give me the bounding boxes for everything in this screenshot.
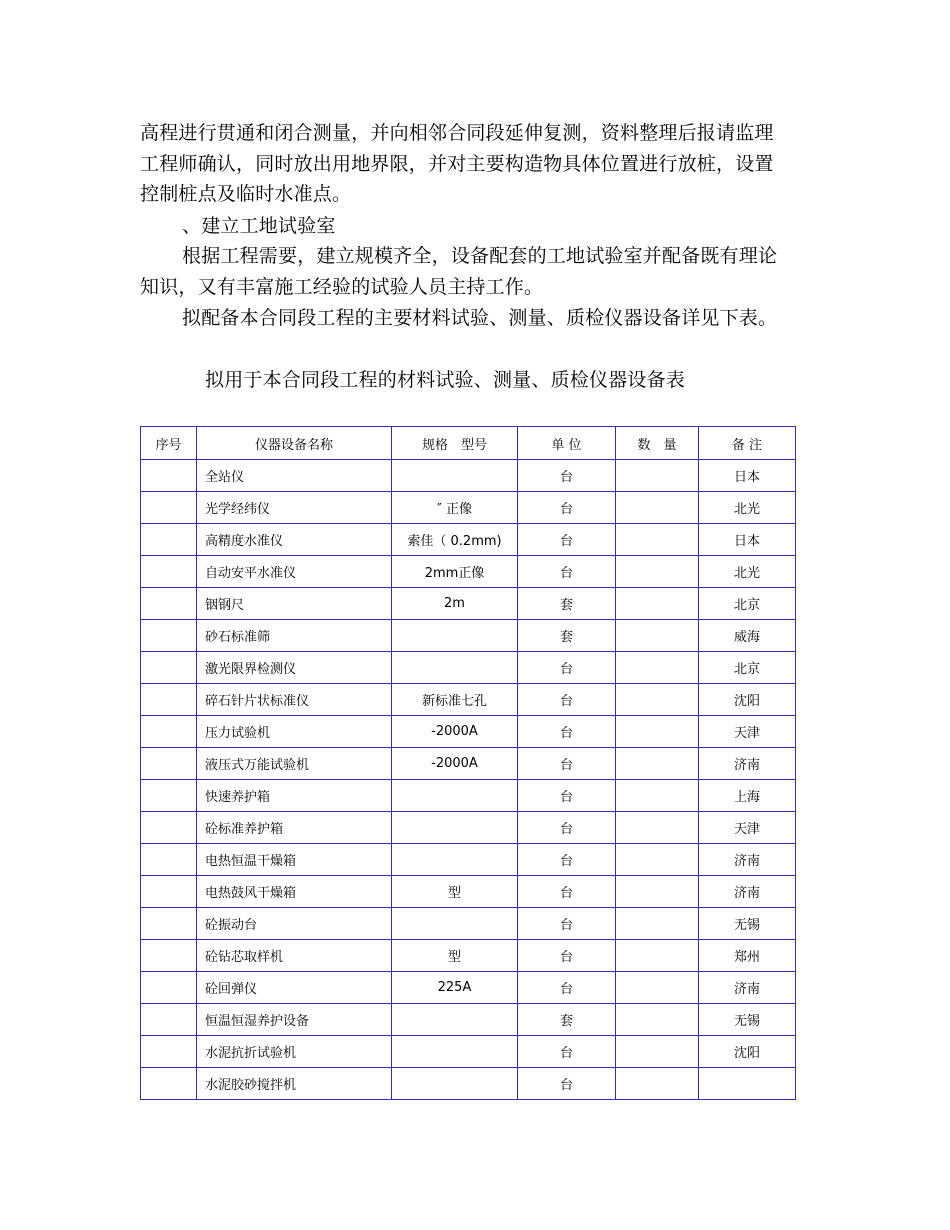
table-row [141, 492, 796, 524]
header-unit: 单 位 [518, 427, 616, 460]
cell-equipment-name: 自动安平水准仪 [197, 556, 392, 588]
cell-spec-model: -2000A [392, 748, 518, 780]
table-row [141, 780, 796, 812]
cell-spec-model: 2m [392, 588, 518, 620]
cell-equipment-name: 砼标准养护箱 [197, 812, 392, 844]
cell-remarks: 北京 [699, 588, 796, 620]
cell-unit: 台 [518, 844, 616, 876]
cell-quantity [616, 780, 699, 812]
cell-quantity [616, 716, 699, 748]
cell-spec-model [392, 620, 518, 652]
table-row [141, 876, 796, 908]
cell-unit: 台 [518, 1068, 616, 1100]
table-header-row [141, 427, 796, 460]
cell-unit: 台 [518, 652, 616, 684]
cell-spec-model: ″ 正像 [392, 492, 518, 524]
section-heading-lab: 、建立工地试验室 [182, 215, 336, 237]
cell-remarks: 济南 [699, 844, 796, 876]
cell-remarks: 北光 [699, 492, 796, 524]
cell-quantity [616, 972, 699, 1004]
cell-equipment-name: 恒温恒湿养护设备 [197, 1004, 392, 1036]
cell-quantity [616, 940, 699, 972]
cell-unit: 套 [518, 588, 616, 620]
cell-equipment-name: 电热鼓风干燥箱 [197, 876, 392, 908]
cell-serial [141, 748, 197, 780]
table-row [141, 556, 796, 588]
cell-spec-model [392, 1068, 518, 1100]
cell-quantity [616, 844, 699, 876]
cell-remarks: 威海 [699, 620, 796, 652]
cell-serial [141, 812, 197, 844]
table-row [141, 908, 796, 940]
cell-remarks: 无锡 [699, 908, 796, 940]
cell-equipment-name: 砼回弹仪 [197, 972, 392, 1004]
cell-quantity [616, 1004, 699, 1036]
cell-quantity [616, 1036, 699, 1068]
cell-unit: 台 [518, 716, 616, 748]
header-remarks: 备 注 [699, 427, 796, 460]
cell-serial [141, 460, 197, 492]
cell-remarks: 上海 [699, 780, 796, 812]
cell-remarks: 日本 [699, 460, 796, 492]
cell-quantity [616, 908, 699, 940]
cell-unit: 台 [518, 1036, 616, 1068]
cell-spec-model [392, 460, 518, 492]
table-row [141, 1068, 796, 1100]
cell-serial [141, 972, 197, 1004]
cell-quantity [616, 1068, 699, 1100]
cell-serial [141, 652, 197, 684]
cell-serial [141, 524, 197, 556]
cell-serial [141, 1068, 197, 1100]
body-paragraph-2: 根据工程需要，建立规模齐全，设备配套的工地试验室并配备既有理论知识，又有丰富施工经验的试验人员主持工作。 [140, 245, 778, 298]
header-equipment-name: 仪器设备名称 [197, 427, 392, 460]
cell-remarks: 济南 [699, 748, 796, 780]
cell-remarks: 北光 [699, 556, 796, 588]
cell-spec-model [392, 1036, 518, 1068]
cell-unit: 台 [518, 492, 616, 524]
cell-remarks: 济南 [699, 876, 796, 908]
cell-spec-model: -2000A [392, 716, 518, 748]
header-spec-model: 规格 型号 [392, 427, 518, 460]
table-row [141, 812, 796, 844]
table-caption: 拟用于本合同段工程的材料试验、测量、质检仪器设备表 [205, 369, 686, 391]
cell-spec-model: 2mm正像 [392, 556, 518, 588]
cell-equipment-name: 压力试验机 [197, 716, 392, 748]
cell-remarks: 日本 [699, 524, 796, 556]
cell-serial [141, 716, 197, 748]
cell-quantity [616, 492, 699, 524]
cell-remarks: 济南 [699, 972, 796, 1004]
cell-unit: 台 [518, 684, 616, 716]
cell-spec-model: 新标准七孔 [392, 684, 518, 716]
cell-equipment-name: 电热恒温干燥箱 [197, 844, 392, 876]
cell-spec-model [392, 780, 518, 812]
table-row [141, 652, 796, 684]
cell-unit: 台 [518, 460, 616, 492]
cell-unit: 台 [518, 812, 616, 844]
table-row [141, 1004, 796, 1036]
table-row [141, 524, 796, 556]
cell-serial [141, 876, 197, 908]
cell-equipment-name: 高精度水准仪 [197, 524, 392, 556]
cell-unit: 台 [518, 748, 616, 780]
table-row [141, 620, 796, 652]
cell-unit: 台 [518, 524, 616, 556]
cell-quantity [616, 556, 699, 588]
cell-quantity [616, 524, 699, 556]
table-row [141, 972, 796, 1004]
cell-spec-model: 索佳（ 0.2mm) [392, 524, 518, 556]
body-paragraph-1: 高程进行贯通和闭合测量，并向相邻合同段延伸复测，资料整理后报请监理工程师确认，同时放出用地界限，并对主要构造物具体位置进行放桩，设置控制桩点及临时水准点。 [140, 122, 774, 205]
cell-serial [141, 620, 197, 652]
table-row [141, 748, 796, 780]
cell-equipment-name: 液压式万能试验机 [197, 748, 392, 780]
cell-serial [141, 780, 197, 812]
cell-spec-model [392, 908, 518, 940]
cell-equipment-name: 水泥抗折试验机 [197, 1036, 392, 1068]
cell-spec-model: 型 [392, 876, 518, 908]
cell-equipment-name: 激光限界检测仪 [197, 652, 392, 684]
cell-spec-model [392, 652, 518, 684]
cell-serial [141, 940, 197, 972]
cell-equipment-name: 砂石标准筛 [197, 620, 392, 652]
cell-unit: 台 [518, 876, 616, 908]
header-quantity: 数 量 [616, 427, 699, 460]
cell-spec-model [392, 812, 518, 844]
cell-unit: 台 [518, 780, 616, 812]
cell-serial [141, 588, 197, 620]
cell-remarks: 沈阳 [699, 684, 796, 716]
cell-equipment-name: 砼钻芯取样机 [197, 940, 392, 972]
cell-quantity [616, 684, 699, 716]
cell-equipment-name: 铟钢尺 [197, 588, 392, 620]
cell-quantity [616, 620, 699, 652]
table-body [141, 460, 796, 1100]
cell-spec-model: 型 [392, 940, 518, 972]
cell-equipment-name: 全站仪 [197, 460, 392, 492]
table-row [141, 844, 796, 876]
cell-spec-model [392, 1004, 518, 1036]
cell-remarks: 无锡 [699, 1004, 796, 1036]
cell-serial [141, 492, 197, 524]
cell-serial [141, 684, 197, 716]
cell-quantity [616, 460, 699, 492]
cell-serial [141, 1036, 197, 1068]
cell-serial [141, 844, 197, 876]
cell-equipment-name: 光学经纬仪 [197, 492, 392, 524]
cell-remarks: 郑州 [699, 940, 796, 972]
cell-spec-model [392, 844, 518, 876]
cell-unit: 台 [518, 556, 616, 588]
cell-remarks: 沈阳 [699, 1036, 796, 1068]
cell-quantity [616, 812, 699, 844]
cell-unit: 台 [518, 940, 616, 972]
cell-equipment-name: 碎石针片状标准仪 [197, 684, 392, 716]
table-row [141, 460, 796, 492]
table-row [141, 1036, 796, 1068]
cell-remarks: 北京 [699, 652, 796, 684]
cell-remarks: 天津 [699, 716, 796, 748]
cell-unit: 台 [518, 908, 616, 940]
cell-equipment-name: 快速养护箱 [197, 780, 392, 812]
cell-quantity [616, 876, 699, 908]
cell-unit: 套 [518, 620, 616, 652]
cell-remarks [699, 1068, 796, 1100]
cell-remarks: 天津 [699, 812, 796, 844]
equipment-table [140, 426, 796, 1100]
cell-serial [141, 1004, 197, 1036]
cell-equipment-name: 水泥胶砂搅拌机 [197, 1068, 392, 1100]
cell-quantity [616, 748, 699, 780]
cell-quantity [616, 652, 699, 684]
cell-serial [141, 556, 197, 588]
header-serial: 序号 [141, 427, 197, 460]
cell-unit: 套 [518, 1004, 616, 1036]
table-row [141, 940, 796, 972]
table-row [141, 684, 796, 716]
body-paragraph-3: 拟配备本合同段工程的主要材料试验、测量、质检仪器设备详见下表。 [182, 307, 778, 329]
table-row [141, 588, 796, 620]
cell-spec-model: 225A [392, 972, 518, 1004]
table-row [141, 716, 796, 748]
cell-unit: 台 [518, 972, 616, 1004]
cell-equipment-name: 砼振动台 [197, 908, 392, 940]
cell-quantity [616, 588, 699, 620]
cell-serial [141, 908, 197, 940]
